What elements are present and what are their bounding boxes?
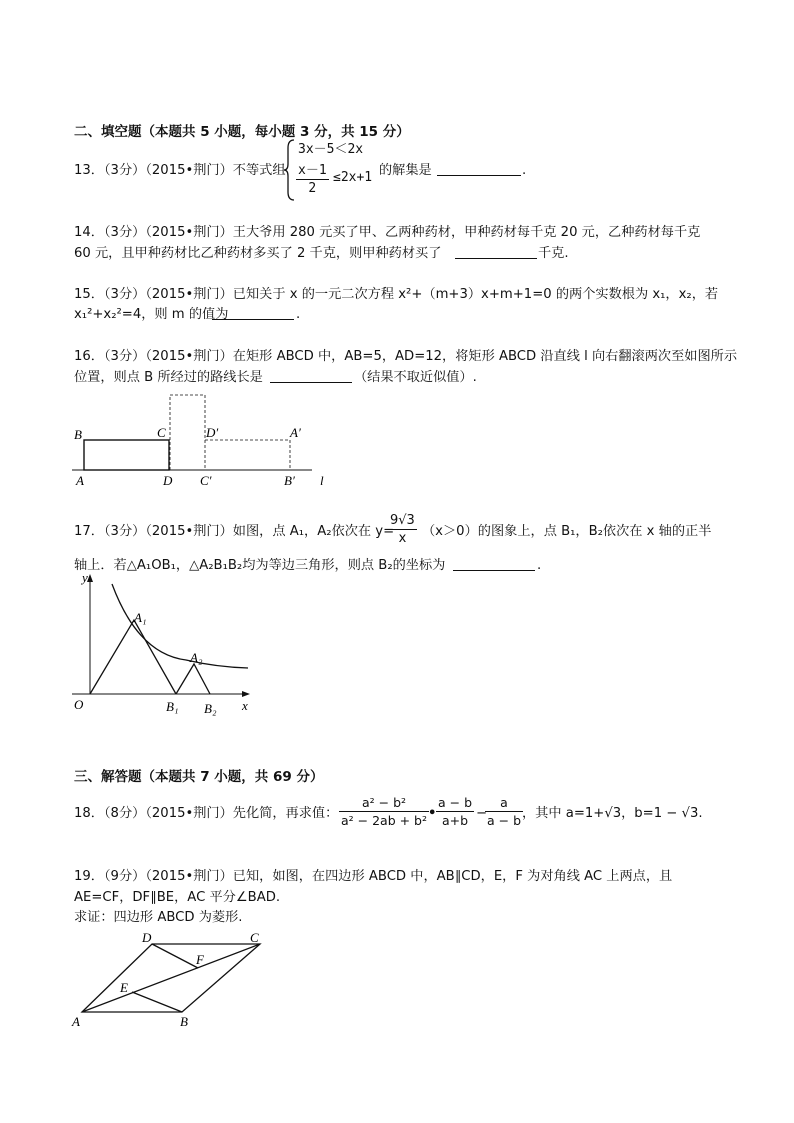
question-13-fraction-numerator: x－1 [298,163,327,178]
question-19-line-1: 19．（9分）（2015•荆门）已知，如图，在四边形 ABCD 中，AB∥CD，E，F 为对角线 AC 上两点，且 [74,869,673,884]
question-15-line-2-prefix: x₁²+x₂²=4，则 m 的值为 [74,307,229,322]
question-19-line-2: AE=CF，DF∥BE，AC 平分∠BAD. [74,890,281,905]
figure-16-rolling-rectangle [68,390,338,490]
label-A1: A₁ [134,610,147,625]
label-x: x [242,698,248,713]
brace-icon [284,138,296,202]
label-A-prime: A′ [290,425,301,440]
segment-DF [152,944,198,968]
question-14-line-1: 14．（3分）（2015•荆门）王大爷用 280 元买了甲、乙两种药材，甲种药材每千克 20 元，乙种药材每千克 [74,225,701,240]
question-15-line-1: 15．（3分）（2015•荆门）已知关于 x 的一元二次方程 x²+（m+3）x+m+1=0 的两个实数根为 x₁，x₂，若 [74,287,719,302]
question-17-prefix: 17．（3分）（2015•荆门）如图，点 A₁，A₂依次在 y= [74,524,395,539]
question-17-answer-blank [453,556,535,571]
question-13-inequality-2-rhs: ≤2x+1 [333,170,373,185]
y-axis-arrow-icon [87,574,93,582]
label-C-prime: C′ [200,473,212,488]
hyperbola-curve [112,584,248,668]
label-O: O [74,697,84,712]
section-2-heading: 二、填空题（本题共 5 小题，每小题 3 分，共 15 分） [74,124,410,140]
question-15-answer-blank [212,305,294,320]
question-13-suffix: 的解集是 [379,163,432,178]
question-13-fraction [296,162,329,197]
question-19-line-3: 求证：四边形 ABCD 为菱形. [74,910,243,925]
label-A: A [72,1014,80,1029]
question-18-minus-sign: − [476,806,488,821]
question-17-fraction-numerator: 9√3 [390,513,415,528]
segment-BE [132,992,182,1012]
label-B2: B₂ [204,701,217,716]
question-18-fraction-3-denominator: a − b [487,813,522,828]
label-E: E [120,980,128,995]
question-17-fraction [388,512,417,547]
question-17-fraction-denominator: x [398,531,407,546]
question-18-fraction-1-numerator: a² − b² [339,794,429,812]
question-18-fraction-1 [339,794,429,829]
question-18-fraction-3 [485,794,523,829]
rectangle-rolled-once [170,395,205,470]
triangle-A2B1B2 [176,664,210,694]
label-B1: B₁ [166,699,179,714]
question-18-prefix: 18．（8分）（2015•荆门）先化简，再求值： [74,806,339,821]
question-16-line-1: 16．（3分）（2015•荆门）在矩形 ABCD 中，AB=5，AD=12，将矩形 ABCD 沿直线 l 向右翻滚两次至如图所示 [74,349,738,364]
question-16-answer-blank [270,368,352,383]
question-14-answer-blank [455,244,537,259]
figure-19-rhombus [66,928,276,1032]
question-18-suffix: ，其中 a=1+√3，b=1 − √3. [522,806,703,821]
question-13-answer-blank [437,161,521,176]
label-A2: A₂ [190,650,203,665]
question-14-line-2-suffix: 千克. [538,246,569,261]
label-B: B [180,1014,188,1029]
question-17-line-2-suffix: . [537,558,542,573]
label-B-prime: B′ [284,473,295,488]
question-15-line-2-suffix: . [296,307,301,322]
label-D-prime: D′ [206,425,219,440]
question-17-line-2-prefix: 轴上．若△A₁OB₁，△A₂B₁B₂均为等边三角形，则点 B₂的坐标为 [74,558,446,573]
label-D: D [142,930,152,945]
label-l: l [320,473,324,488]
triangle-A1OB1 [90,620,176,694]
x-axis-arrow-icon [242,691,250,697]
question-13-inequality-1: 3x－5＜2x [298,142,364,157]
question-16-line-2-suffix: （结果不取近似值）. [354,370,477,385]
label-A: A [76,473,84,488]
figure-17-hyperbola-triangles [66,572,266,720]
question-18-fraction-2 [436,794,474,829]
question-18-fraction-2-denominator: a+b [441,813,469,828]
question-18-multiply-sign: • [428,806,437,821]
question-13-prefix: 13．（3分）（2015•荆门）不等式组 [74,163,286,178]
question-18-fraction-2-numerator: a − b [438,795,473,810]
label-C: C [157,425,166,440]
question-16-line-2-prefix: 位置，则点 B 所经过的路线长是 [74,370,263,385]
label-F: F [196,952,204,967]
question-13-fraction-denominator: 2 [308,181,317,196]
label-y: y [82,572,88,585]
question-18-fraction-3-numerator: a [485,794,523,812]
section-3-heading: 三、解答题（本题共 7 小题，共 69 分） [74,769,324,785]
question-18-fraction-1-denominator: a² − 2ab + b² [341,813,428,828]
question-13-end: . [522,163,527,178]
rectangle-abcd [84,440,169,470]
question-17-middle: （x＞0）的图象上，点 B₁，B₂依次在 x 轴的正半 [422,524,712,539]
label-B: B [74,427,82,442]
label-D: D [163,473,173,488]
label-C: C [250,930,259,945]
question-14-line-2-prefix: 60 元，且甲种药材比乙种药材多买了 2 千克，则甲种药材买了 [74,246,442,261]
